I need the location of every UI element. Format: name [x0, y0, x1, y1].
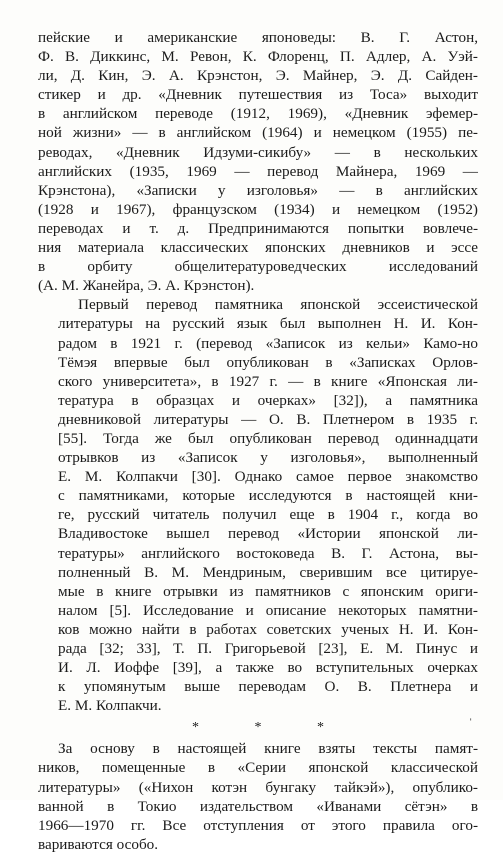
text-line: Крэнстона), «Записки у изголовья» — в английских [38, 181, 478, 199]
text-line: пейские и американские японоведы: В. Г. Астон, [38, 29, 478, 46]
text-line: английских (1935, 1969 — перевод Майнера, 1969 — [38, 162, 478, 180]
text-line: дневниковой литературы — О. В. Плетнером в 1935 г. [58, 410, 478, 428]
text-line: ников, помещенные в «Серии японской классической [38, 759, 478, 777]
text-line: Е. М. Колпакчи. [58, 697, 162, 715]
text-line: литературы на русский язык был выполнен Н. И. Кон- [58, 315, 478, 333]
text-line: И. Л. Иоффе [39], а также во вступительных очерках [58, 659, 478, 677]
text-line: [55]. Тогда же был опубликован перевод одиннадцати [58, 429, 478, 447]
text-line: Тёмэя впервые был опубликован в «Записках Орлов- [58, 353, 478, 371]
text-line: с памятниками, которые исследуются в настоящей кни- [58, 487, 478, 505]
page-edge-mark: ˈ [468, 717, 473, 732]
text-line: ского университета», в 1927 г. — в книге «Японская ли- [58, 372, 478, 390]
paragraph-first-translation [38, 295, 478, 715]
text-line: ков можно найти в работах советских ученых Н. И. Кон- [58, 620, 478, 638]
text-line: ванной в Токио издательством «Иванами сётэн» в [38, 797, 478, 815]
text-line: ге, русский читатель получил еще в 1904 г., когда во [58, 506, 478, 524]
section-separator: * * * [192, 720, 350, 736]
text-line: Е. М. Колпакчи [30]. Однако самое первое знакомство [58, 468, 478, 486]
text-line: ния материала классических японских дневников и эссе [38, 239, 478, 257]
text-line: Первый перевод памятника японской эссеистической [78, 296, 478, 314]
text-line: вариваются особо. [38, 835, 159, 853]
text-line: За основу в настоящей книге взяты тексты памят- [58, 740, 478, 758]
text-line: тература в образцах и очерках» [32]), а памятника [58, 391, 478, 409]
text-line: Ф. В. Диккинс, М. Ревон, К. Флоренц, П. Адлер, А. Уэй- [38, 48, 478, 66]
text-line: переводах и т. д. Предпринимаются попытки вовлече- [38, 219, 478, 237]
text-line: ли, Д. Кин, Э. А. Крэнстон, Э. Майнер, Э. Д. Сайден- [38, 67, 478, 85]
text-line: отрывков из «Записок у изголовья», выполненный [58, 449, 478, 467]
text-line: полненный В. М. Мендриным, сверившим все цитируе- [58, 563, 478, 581]
text-line: стикер и др. «Дневник путешествия из Тоса» выходит [38, 86, 478, 104]
text-line: тературы» английского востоковеда В. Г. Астона, вы- [58, 544, 478, 562]
page-text [38, 28, 478, 854]
text-line: (А. М. Жанейра, Э. А. Крэнстон). [38, 277, 255, 295]
text-line: рада [32; 33], Т. П. Григорьевой [23], Е. М. Пинус и [58, 640, 478, 657]
text-line: литературы» («Нихон котэн бунгаку тайкэй»), опублико- [38, 778, 478, 796]
paragraph-sources [38, 739, 478, 854]
text-line: в английском переводе (1912, 1969), «Дневник эфемер- [38, 105, 478, 123]
text-line: налом [5]. Исследование и описание некоторых памятни- [58, 601, 478, 619]
text-line: (1928 и 1967), французском (1934) и немецком (1952) [38, 200, 478, 218]
text-line: ной жизни» — в английском (1964) и немецком (1955) пе- [38, 124, 478, 142]
text-line: мые в книге отрывки из памятников с японским ориги- [58, 582, 478, 600]
text-line: в орбиту общелитературоведческих исследований [38, 258, 478, 276]
text-line: реводах, «Дневник Идзуми-сикибу» — в нескольких [38, 143, 478, 161]
text-line: Владивостоке вышел перевод «Истории японской ли- [58, 525, 478, 543]
text-line: радом в 1921 г. (перевод «Записок из кельи» Камо-но [58, 334, 478, 352]
paragraph-continuation [38, 28, 478, 295]
text-line: 1966—1970 гг. Все отступления от этого правила ого- [38, 816, 478, 834]
text-line: к упомянутым выше переводам О. В. Плетнера и [58, 678, 478, 696]
